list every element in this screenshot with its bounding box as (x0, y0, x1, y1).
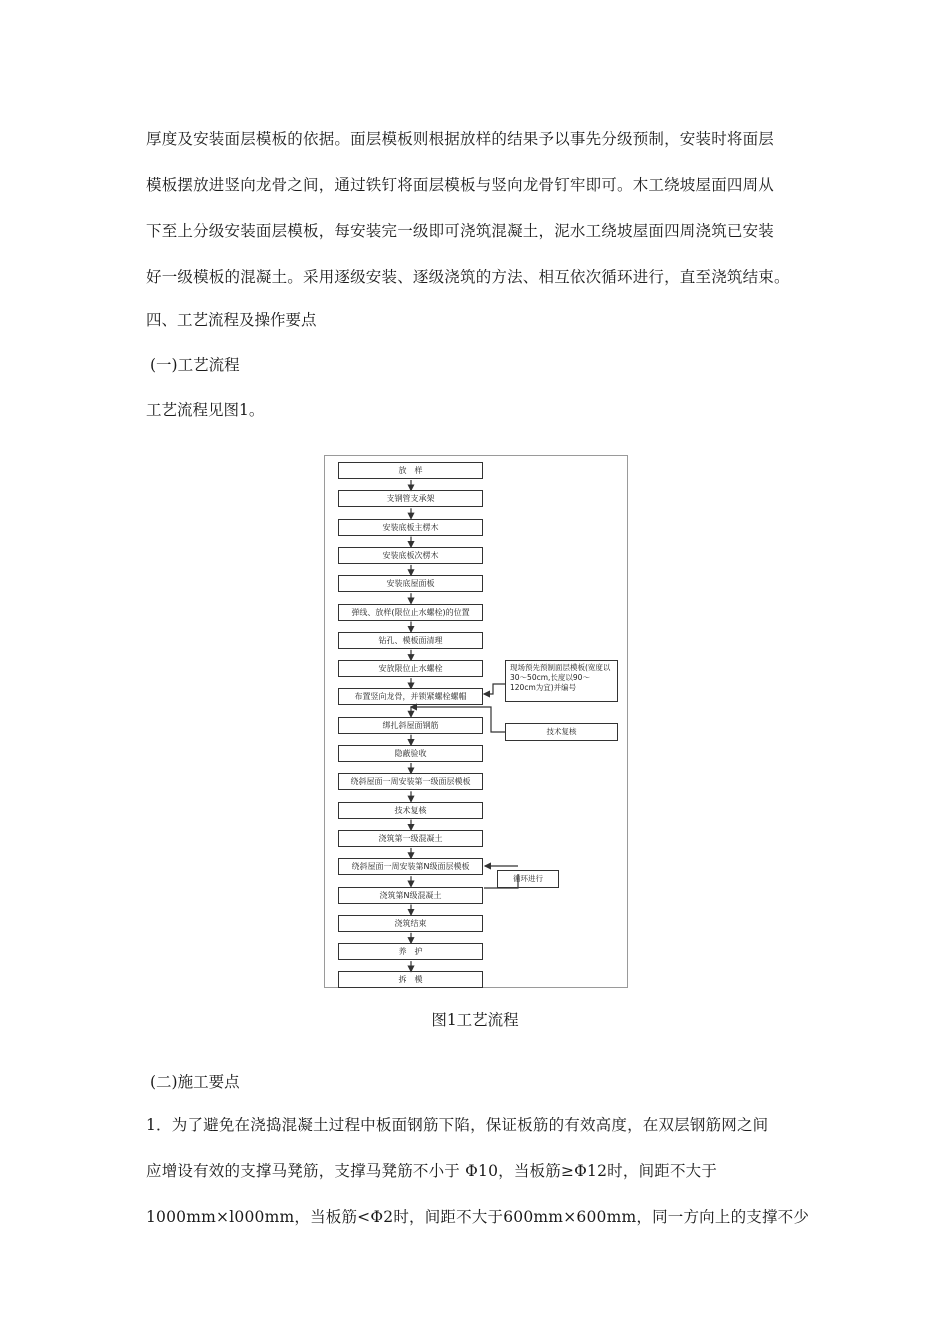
subsection-title-process: (一)工艺流程 (150, 356, 240, 374)
flow-step: 弹线、放样(限位止水螺栓)的位置 (338, 604, 483, 621)
flow-step: 安装底板次楞木 (338, 547, 483, 564)
flow-step: 放 样 (338, 462, 483, 479)
flow-step: 拆 模 (338, 971, 483, 988)
flow-step: 安放限位止水螺栓 (338, 660, 483, 677)
prefab-arrow (484, 684, 505, 694)
flow-step: 绕斜屋面一周安装第N级面层模板 (338, 858, 483, 875)
flow-step: 钻孔、模板面清理 (338, 632, 483, 649)
section-title: 四、工艺流程及操作要点 (146, 311, 317, 329)
technical-check-box: 技术复核 (505, 723, 618, 741)
intro-paragraph (146, 116, 810, 300)
flow-step: 绑扎斜屋面钢筋 (338, 717, 483, 734)
flow-step: 安装底屋面板 (338, 575, 483, 592)
flow-step: 浇筑第一级混凝土 (338, 830, 483, 847)
loop-box: 循环进行 (497, 870, 559, 888)
flow-step: 浇筑结束 (338, 915, 483, 932)
flow-step: 安装底板主楞木 (338, 519, 483, 536)
intro-line: 模板摆放进竖向龙骨之间，通过铁钉将面层模板与竖向龙骨钉牢即可。木工绕坡屋面四周从 (146, 176, 775, 194)
intro-line: 厚度及安装面层模板的依据。面层模板则根据放样的结果予以事先分级预制，安装时将面层 (146, 130, 775, 148)
flow-step: 绕斜屋面一周安装第一级面层模板 (338, 773, 483, 790)
flow-step: 技术复核 (338, 802, 483, 819)
flow-step: 养 护 (338, 943, 483, 960)
point-line: 1000mm×l000mm，当板筋<Φ2时，间距不大于600mm×600mm，同一方向上的支撑不少 (146, 1208, 810, 1226)
point-line: 应增设有效的支撑马凳筋，支撑马凳筋不小于 Φ10，当板筋≥Φ12时，间距不大于 (146, 1162, 718, 1180)
flow-step: 支钢管支承架 (338, 490, 483, 507)
process-flow-figure (324, 455, 628, 988)
figure-reference: 工艺流程见图1。 (146, 401, 265, 419)
flow-step: 布置竖向龙骨，并锁紧螺栓螺帽 (338, 688, 483, 705)
intro-line: 好一级模板的混凝土。采用逐级安装、逐级浇筑的方法、相互依次循环进行，直至浇筑结束。 (146, 268, 790, 286)
subsection-title-points: (二)施工要点 (150, 1073, 240, 1091)
flow-step: 隐蔽验收 (338, 745, 483, 762)
flow-step: 浇筑第N级混凝土 (338, 887, 483, 904)
point-line: 1．为了避免在浇捣混凝土过程中板面钢筋下陷，保证板筋的有效高度，在双层钢筋网之间 (146, 1116, 769, 1134)
points-paragraph (146, 1102, 810, 1240)
prefab-note-box: 现场预先预制面层模板(宽度以30～50cm,长度以90～120cm为宜)并编号 (505, 660, 618, 702)
figure-caption: 图1工艺流程 (431, 1011, 519, 1029)
intro-line: 下至上分级安装面层模板，每安装完一级即可浇筑混凝土，泥水工绕坡屋面四周浇筑已安装 (146, 222, 775, 240)
